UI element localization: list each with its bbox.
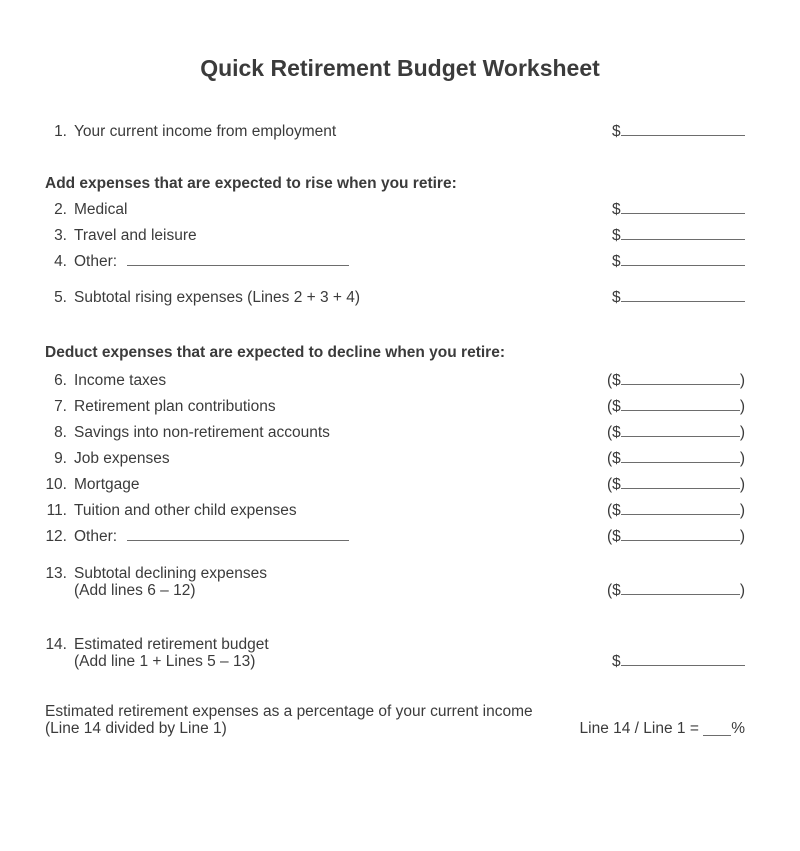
amount-field-line-8[interactable]	[607, 420, 745, 446]
amount-field-line-13[interactable]	[607, 582, 745, 599]
write-in-blank[interactable]	[127, 537, 349, 541]
footer-label-block	[45, 703, 533, 737]
item-label: Subtotal declining expenses	[74, 565, 268, 582]
open-paren: (	[607, 450, 613, 467]
amount-field-line-10[interactable]	[607, 472, 745, 498]
item-label: Savings into non-retirement accounts	[74, 424, 330, 441]
worksheet-row-8	[45, 420, 745, 446]
dollar-sign: $	[612, 582, 621, 599]
close-paren: )	[739, 424, 745, 441]
amount-field-line-9[interactable]	[607, 446, 745, 472]
close-paren: )	[739, 502, 745, 519]
footer-note	[45, 703, 745, 737]
worksheet-row-14	[45, 636, 745, 670]
amount-blank[interactable]	[621, 262, 745, 266]
write-in-blank[interactable]	[127, 262, 349, 266]
dollar-sign: $	[612, 372, 621, 389]
item-label-block	[74, 636, 269, 670]
dollar-sign: $	[612, 502, 621, 519]
dollar-sign: $	[612, 398, 621, 415]
footer-sublabel: (Line 14 divided by Line 1)	[45, 720, 227, 737]
close-paren: )	[739, 450, 745, 467]
percent-formula	[580, 720, 745, 737]
close-paren: )	[739, 582, 745, 599]
worksheet-row-12	[45, 524, 745, 550]
close-paren: )	[739, 398, 745, 415]
worksheet-row-6	[45, 368, 745, 394]
percent-sign: %	[731, 720, 745, 737]
worksheet-row-7	[45, 394, 745, 420]
item-number: 5.	[54, 289, 67, 306]
worksheet-row-10	[45, 472, 745, 498]
close-paren: )	[739, 372, 745, 389]
open-paren: (	[607, 398, 613, 415]
amount-field-line-3[interactable]	[612, 223, 745, 249]
amount-blank[interactable]	[621, 407, 740, 411]
close-paren: )	[739, 528, 745, 545]
amount-blank[interactable]	[621, 485, 740, 489]
worksheet-row-13	[45, 565, 745, 599]
item-number: 2.	[54, 201, 67, 218]
item-number: 4.	[54, 253, 67, 270]
close-paren: )	[739, 476, 745, 493]
open-paren: (	[607, 528, 613, 545]
dollar-sign: $	[612, 476, 621, 493]
open-paren: (	[607, 424, 613, 441]
item-label: Other:	[74, 253, 118, 270]
item-sublabel: (Add lines 6 – 12)	[74, 582, 196, 599]
amount-field-line-5[interactable]	[612, 285, 745, 311]
dollar-sign: $	[612, 424, 621, 441]
amount-blank[interactable]	[621, 459, 740, 463]
worksheet-row-1	[45, 119, 745, 145]
item-label: Mortgage	[74, 476, 140, 493]
amount-blank[interactable]	[621, 210, 745, 214]
item-number: 13.	[45, 565, 67, 582]
worksheet-row-9	[45, 446, 745, 472]
amount-field-line-1[interactable]	[612, 119, 745, 145]
section-heading-rise: Add expenses that are expected to rise when you retire:	[45, 175, 457, 192]
percent-blank[interactable]	[703, 732, 731, 736]
dollar-sign: $	[612, 201, 621, 218]
amount-field-line-6[interactable]	[607, 368, 745, 394]
item-label: Medical	[74, 201, 128, 218]
amount-blank[interactable]	[621, 132, 745, 136]
item-number: 11.	[46, 502, 67, 519]
item-number: 12.	[45, 528, 67, 545]
item-number: 9.	[54, 450, 67, 467]
amount-blank[interactable]	[621, 381, 740, 385]
open-paren: (	[607, 476, 613, 493]
amount-field-line-12[interactable]	[607, 524, 745, 550]
dollar-sign: $	[612, 653, 621, 670]
open-paren: (	[607, 582, 613, 599]
item-number: 6.	[54, 372, 67, 389]
amount-blank[interactable]	[621, 433, 740, 437]
item-label-block	[74, 565, 267, 599]
worksheet-row-2	[45, 197, 745, 223]
item-label: Tuition and other child expenses	[74, 502, 297, 519]
item-number: 14.	[45, 636, 67, 653]
item-number: 8.	[54, 424, 67, 441]
open-paren: (	[607, 372, 613, 389]
amount-field-line-4[interactable]	[612, 249, 745, 275]
item-label: Income taxes	[74, 372, 167, 389]
open-paren: (	[607, 502, 613, 519]
amount-blank[interactable]	[621, 537, 740, 541]
formula-text: Line 14 / Line 1 =	[579, 720, 699, 737]
item-label: Estimated retirement budget	[74, 636, 269, 653]
item-label: Subtotal rising expenses (Lines 2 + 3 + 4)	[74, 289, 361, 306]
dollar-sign: $	[612, 528, 621, 545]
dollar-sign: $	[612, 227, 621, 244]
item-label: Retirement plan contributions	[74, 398, 276, 415]
amount-blank[interactable]	[621, 511, 740, 515]
amount-blank[interactable]	[621, 298, 745, 302]
amount-field-line-11[interactable]	[607, 498, 745, 524]
dollar-sign: $	[612, 450, 621, 467]
worksheet-row-4	[45, 249, 745, 275]
item-label: Other:	[74, 528, 118, 545]
item-number: 10.	[45, 476, 67, 493]
dollar-sign: $	[612, 253, 621, 270]
amount-field-line-2[interactable]	[612, 197, 745, 223]
amount-field-line-14[interactable]	[612, 653, 745, 670]
worksheet-content	[0, 119, 800, 737]
item-sublabel: (Add line 1 + Lines 5 – 13)	[74, 653, 256, 670]
dollar-sign: $	[612, 123, 621, 140]
amount-blank[interactable]	[621, 591, 740, 595]
page-title: Quick Retirement Budget Worksheet	[200, 55, 600, 81]
item-number: 7.	[54, 398, 67, 415]
footer-label: Estimated retirement expenses as a percentage of your current income	[45, 703, 533, 720]
amount-field-line-7[interactable]	[607, 394, 745, 420]
item-label: Job expenses	[74, 450, 170, 467]
item-label: Travel and leisure	[74, 227, 197, 244]
dollar-sign: $	[612, 289, 621, 306]
amount-blank[interactable]	[621, 236, 745, 240]
item-label: Your current income from employment	[74, 123, 337, 140]
amount-blank[interactable]	[621, 662, 745, 666]
worksheet-row-3	[45, 223, 745, 249]
worksheet-row-5	[45, 285, 745, 311]
section-heading-decline: Deduct expenses that are expected to decline when you retire:	[45, 344, 505, 361]
item-number: 1.	[54, 123, 67, 140]
item-number: 3.	[54, 227, 67, 244]
worksheet-row-11	[45, 498, 745, 524]
